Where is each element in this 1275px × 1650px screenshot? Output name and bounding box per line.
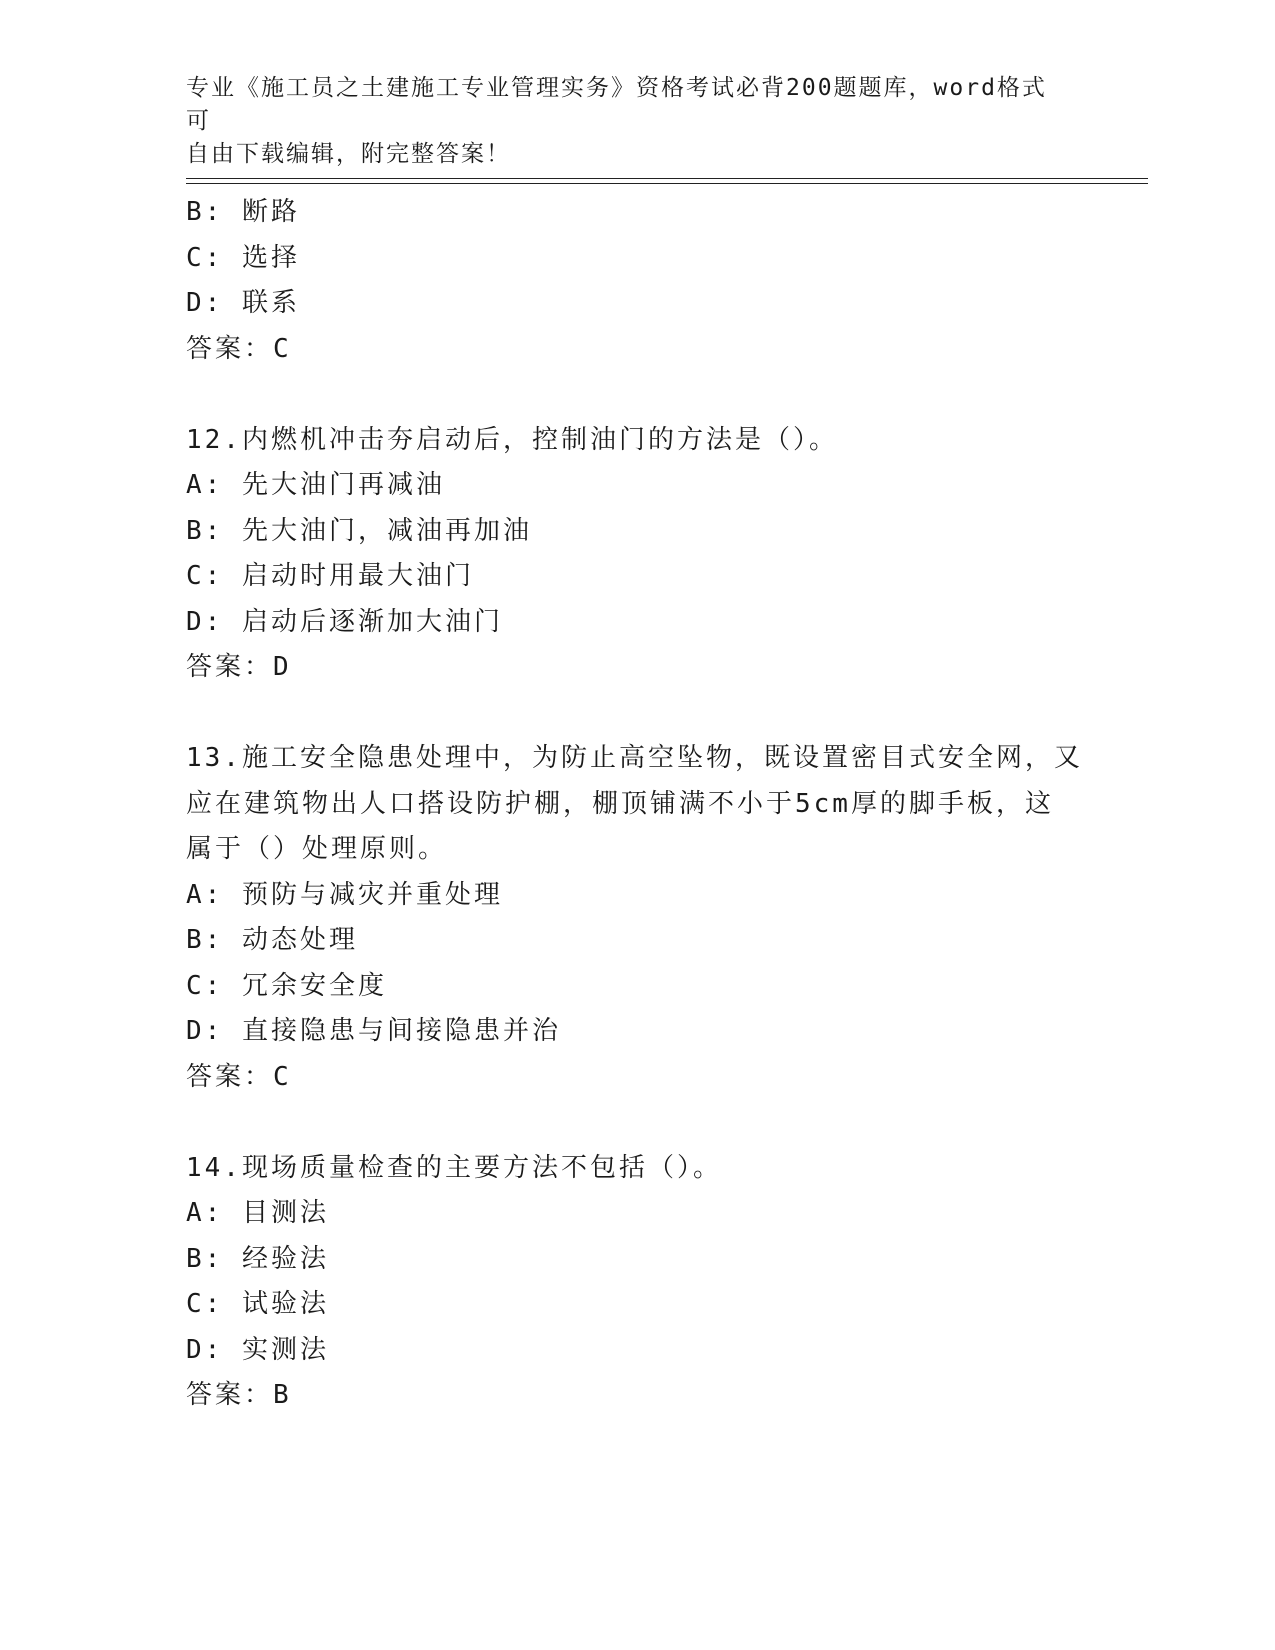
answer-line: 答案：D xyxy=(186,652,292,682)
option-letter: A: xyxy=(186,470,224,500)
option-c xyxy=(186,236,1086,282)
option-letter: C: xyxy=(186,970,224,1001)
header-title-line-2: 自由下载编辑，附完整答案！ xyxy=(186,141,511,167)
question-11-tail xyxy=(186,190,1086,372)
option-letter: B: xyxy=(186,1243,224,1274)
option-d xyxy=(186,1009,1086,1055)
option-text: 断路 xyxy=(241,197,300,227)
question-13 xyxy=(186,736,1086,1100)
question-14 xyxy=(186,1146,1086,1419)
option-text: 动态处理 xyxy=(241,925,358,955)
option-letter: D: xyxy=(186,288,224,318)
option-text: 直接隐患与间接隐患并治 xyxy=(241,1016,561,1046)
option-text: 试验法 xyxy=(241,1289,329,1319)
option-letter: B: xyxy=(186,515,224,546)
option-b xyxy=(186,190,1086,236)
option-d xyxy=(186,281,1086,327)
option-text: 实测法 xyxy=(241,1334,329,1365)
option-letter: D: xyxy=(186,1016,224,1046)
option-letter: A: xyxy=(186,879,224,910)
option-text: 经验法 xyxy=(241,1243,329,1274)
option-b xyxy=(186,509,1086,555)
option-c xyxy=(186,964,1086,1010)
header-title-line-1: 专业《施工员之土建施工专业管理实务》资格考试必背200题题库，word格式可 xyxy=(186,75,1047,134)
option-d xyxy=(186,600,1086,646)
option-a xyxy=(186,463,1086,509)
option-d xyxy=(186,1328,1086,1374)
option-text: 启动时用最大油门 xyxy=(241,561,474,591)
option-b xyxy=(186,1237,1086,1283)
option-letter: C: xyxy=(186,242,224,273)
option-letter: D: xyxy=(186,1334,224,1365)
option-letter: D: xyxy=(186,606,224,637)
answer-line: 答案：C xyxy=(186,1061,292,1092)
option-a xyxy=(186,873,1086,919)
option-letter: A: xyxy=(186,1198,224,1228)
option-a xyxy=(186,1191,1086,1237)
question-stem-line-2: 应在建筑物出人口搭设防护棚，棚顶铺满不小于5cm厚的脚手板，这 xyxy=(186,788,1054,819)
option-text: 启动后逐渐加大油门 xyxy=(241,606,503,637)
option-c xyxy=(186,1282,1086,1328)
spacer xyxy=(186,1100,1086,1146)
question-list xyxy=(186,190,1086,1419)
option-text: 联系 xyxy=(241,288,300,318)
option-text: 选择 xyxy=(241,242,300,273)
question-stem-line-3: 属于（）处理原则。 xyxy=(186,834,448,864)
question-stem: 12.内燃机冲击夯启动后，控制油门的方法是（）。 xyxy=(186,424,838,455)
option-c xyxy=(186,554,1086,600)
question-12 xyxy=(186,418,1086,691)
option-b xyxy=(186,918,1086,964)
question-stem-line-1: 13.施工安全隐患处理中，为防止高空坠物，既设置密目式安全网，又 xyxy=(186,743,1083,773)
option-text: 目测法 xyxy=(241,1198,329,1228)
question-stem: 14.现场质量检查的主要方法不包括（）。 xyxy=(186,1152,722,1183)
option-letter: B: xyxy=(186,197,224,227)
option-letter: C: xyxy=(186,1289,224,1319)
document-header xyxy=(186,72,1066,171)
header-double-rule xyxy=(186,178,1148,184)
spacer xyxy=(186,372,1086,418)
answer-line: 答案：B xyxy=(186,1380,292,1410)
option-text: 预防与减灾并重处理 xyxy=(241,879,503,910)
option-text: 先大油门再减油 xyxy=(241,470,445,500)
option-text: 先大油门，减油再加油 xyxy=(241,515,532,546)
option-text: 冗余安全度 xyxy=(241,970,387,1001)
option-letter: B: xyxy=(186,925,224,955)
option-letter: C: xyxy=(186,561,224,591)
answer-line: 答案：C xyxy=(186,333,292,364)
spacer xyxy=(186,691,1086,737)
